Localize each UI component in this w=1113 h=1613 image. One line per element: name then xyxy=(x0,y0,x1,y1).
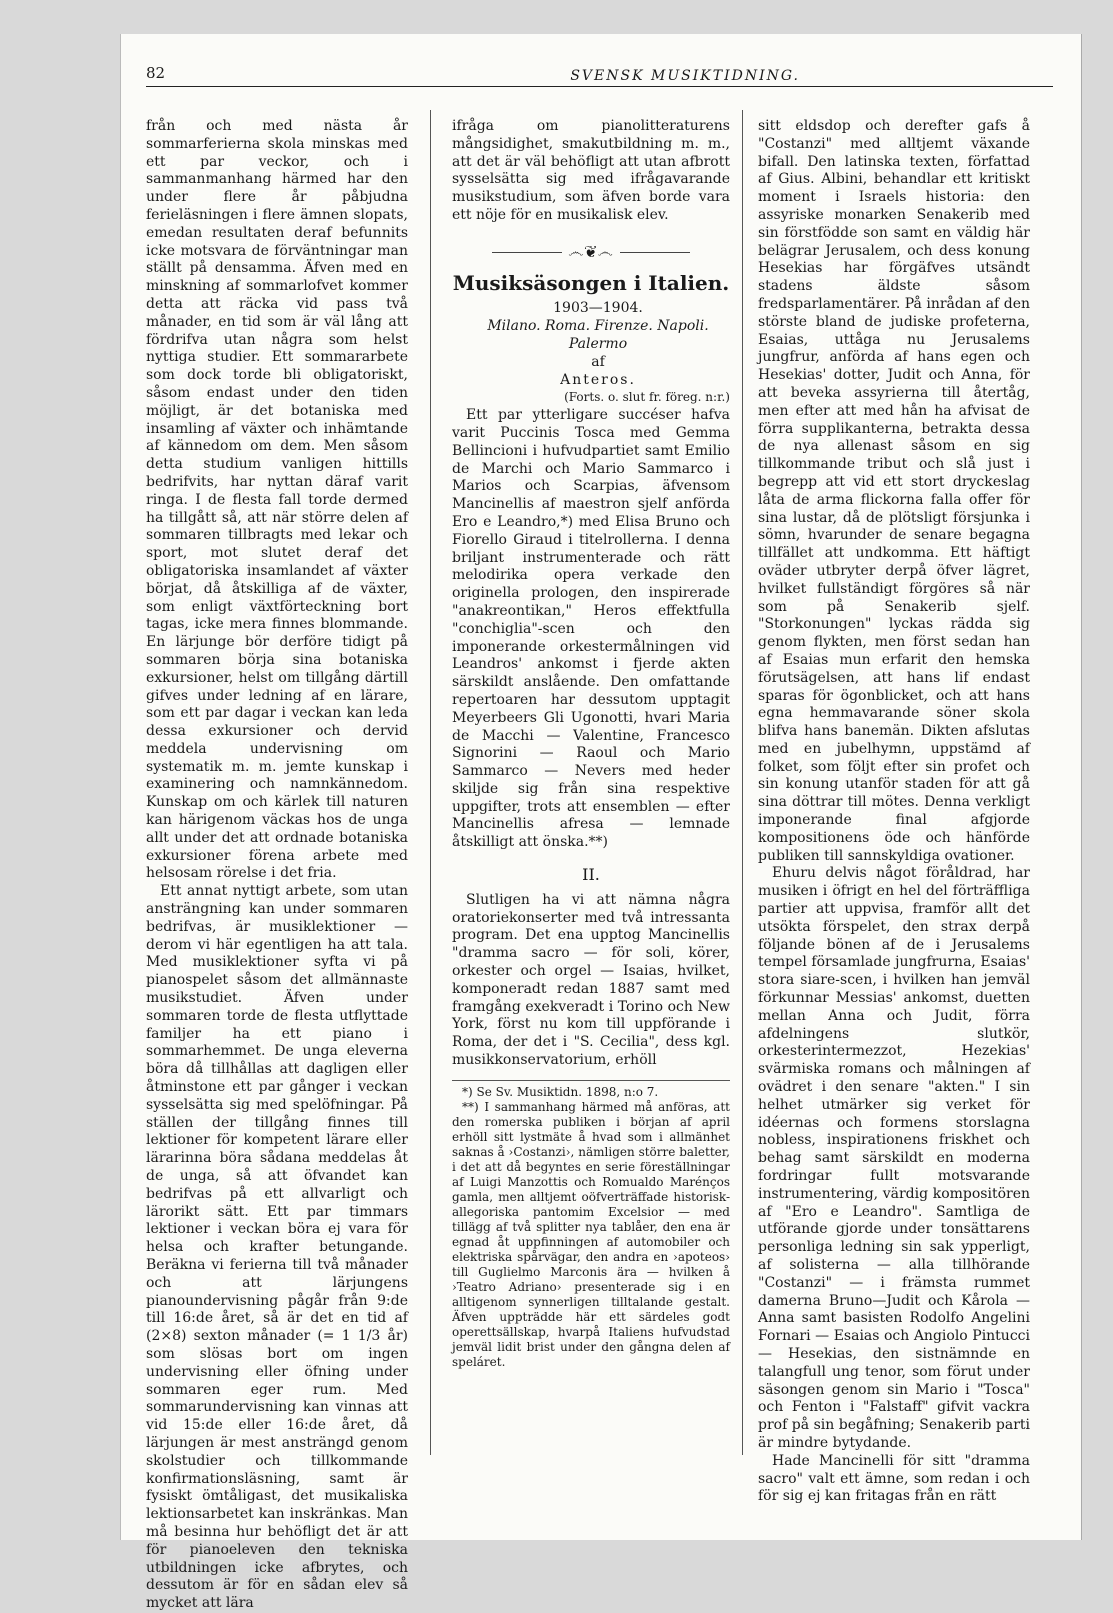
page-number: 82 xyxy=(146,64,166,82)
article-cities: Milano. Roma. Firenze. Napoli. xyxy=(487,318,709,335)
footnotes xyxy=(452,1080,730,1370)
paragraph: ifråga om pianolitteraturens mångsidighet, smakutbildning m. m., att det är väl behöfligt att utan afbrott sysselsätta sig med ifrågavarande musikstudium, som äfven borde vara ett nöje för en musikalisk elev. xyxy=(452,118,730,223)
paragraph: Hade Mancinelli för sitt "dramma sacro" valt ett ämne, som redan i och för sig ej kan fritagas från en rätt xyxy=(758,1452,1030,1505)
article-years: 1903—1904. xyxy=(553,300,643,317)
paragraph: Ett annat nyttigt arbete, som utan ansträngning kan under sommaren bedrifvas, är musiklektioner — derom vi här egentligen ha att tala. Med musiklektioner syfta vi på pianospelet såsom det allmännaste musikstudiet. Äfven under sommaren torde de flesta utflyttade familjer ha ett piano i sommarhemmet. De unga eleverna böra då tillhållas att dagligen eller åtminstone ett par gånger i veckan sysselsätta sig med spelöfningar. På ställen der tillgång finnes till lektioner för kompetent lärare eller lärarinna böra sådana meddelas åt de unga, så att öfvandet kan bedrifvas på ett allvarligt och lärorikt sätt. Ett par timmars lektioner i veckan böra ej vara för helsa och krafter betungande. Beräkna vi ferierna till två månader och att lärjungens pianoundervisning pågår från 9:de till 16:de året, så är det en tid af (2×8) sexton månader (= 1 1/3 år) som slösas bort om ingen undervisning eller öfning under sommaren eger rum. Med sommarundervisning kan vinnas att vid 15:de eller 16:de året, då lärjungen är mest ansträngd genom skolstudier och tillkommande konfirmationsläsning, samt är fysiskt ömtåligast, det musikaliska lektionsarbetet kan inskränkas. Man må besinna hur behöfligt det är att för pianoeleven den tekniska utbildningen icke afbrytes, och dessutom är för en sådan elev så mycket att lära xyxy=(146,883,408,1612)
paragraph: Slutligen ha vi att nämna några oratoriekonserter med två intressanta program. Det ena upptog Mancinellis "dramma sacro — för soli, körer, orkester och orgel — Isaias, hvilket, komponeradt redan 1887 samt med framgång exekveradt i Torino och New York, först nu kom till uppförande i Roma, der det i "S. Cecilia", dess kgl. musikkonservatorium, erhöll xyxy=(452,891,730,1069)
paragraph: Ett par ytterligare succéser hafva varit Puccinis Tosca med Gemma Bellincioni i hufvudpartiet samt Emilio de Marchi och Mario Sammarco i Marios och Scarpias, äfvensom Mancinellis af maestron sjelf anförda Ero e Leandro,*) med Elisa Bruno och Fiorello Giraud i titelrollerna. I denna briljant instrumenterade och rätt melodirika opera verkade den originella prologen, den inspirerade "anakreontikan," Heros effektfulla "conchiglia"-scen och den imponerande orkestermålningen vid Leandros' ankomst i fjerde akten särskildt anslående. Den omfattande repertoaren har dessutom upptagit Meyerbeers Gli Ugonotti, hvari Maria de Macchi — Valentine, Francesco Signorini — Raoul och Mario Sammarco — Nevers med heder skiljde sig från sina respektive uppgifter, trots att ensemblen — efter Mancinellis afresa — lemnade åtskilligt att önska.**) xyxy=(452,407,730,851)
column-divider-2 xyxy=(742,110,743,1455)
footnote: **) I sammanhang härmed må anföras, att den romerska publiken i början af april erhöll sitt lystmäte å hvad som i allmänhet saknas å ›Costanzi›, nämligen större baletter, i det att då begyntes en serie föreställningar af Luigi Manzottis och Romualdo Marénços gamla, men alltjemt oöfverträffade historisk-allegoriska pantomim Excelsior — med tillägg af två splitter nya tablåer, den ena är egnad åt uppfinningen af automobiler och elektriska spårvägar, den andra en ›apoteos› till Guglielmo Marconis ära — hvilken å ›Teatro Adriano› presenterade sig i en alltigenom synnerligen tilltalande gestalt. Äfven uppträdde här ett särdeles godt operettsällskap, hvarpå Italiens hufvudstad jemväl lidit brist under den gångna delen af speláret. xyxy=(452,1099,730,1369)
paragraph: Ehuru delvis något föråldrad, har musiken i öfrigt en hel del förträffliga partier att uppvisa, framför allt det utsökta förspelet, den strax derpå följande bönen af de i Jerusalems tempel församlade jungfrurna, Esaias' stora siare-scen, i hvilken han jemväl förkunnar Messias' ankomst, duetten mellan Anna och Judit, förra afdelningens slutkör, orkesterintermezzot, Hezekias' svärmiska romans och målningen af ovädret i den senare "akten." I sin helhet utmärker sig verket för idéernas och formens storslagna nobless, inspirationens friskhet och behag samt särskildt en moderna fordringar fullt motsvarande instrumentering, värdig kompositören af "Ero e Leandro". Samtliga de utförande gjorde under tonsättarens personliga ledning sin sak ypperligt, af solisterna — alla tillhörande "Costanzi" — i främsta rummet damerna Bruno—Judit och Kårola — Anna samt basisten Rodolfo Angelini Fornari — Esaias och Angiolo Pintucci — Hesekias, den sistnämnde en talangfull ung tenor, som förut under säsongen genom sin Mario i "Tosca" och Fenton i "Falstaff" gifvit vackra prof på sin begåfning; Senakerib parti är mindre bytydande. xyxy=(758,865,1030,1451)
article-author: Anteros. xyxy=(560,371,636,388)
paragraph: från och med nästa år sommarferierna skola minskas med ett par veckor, och i sammanmanhang härmed har den under flere år påbjudna ferieläsningen i flere ämnen slopats, emedan resultaten deraf befunnits icke motsvara de förväntningar man ställt på densamma. Äfven med en minskning af sommarlofvet kommer detta att räcka vid pass två månader, en tid som är väl lång att fördrifva utan några som helst nyttiga studier. Ett sommararbete som dock torde bli obligatoriskt, såsom endast under den tiden möjligt, är det botaniska med insamling af växter och inhämtande af kännedom om dem. Men såsom detta studium vanligen hittills bedrifvits, har nyttan däraf varit ringa. I de flesta fall torde dermed ha tillgått så, att när större delen af sommaren tillbragts med lekar och sport, mot slutet deraf det obligatoriska insamlandet af växter börjat, då åtskilliga af de växter, som enligt växtförteckning bort tagas, icke mera finnes blommande. En lärjunge bör derföre tidigt på sommaren börja sina botaniska exkursioner, helst om tillgång därtill gifves under ledning af en lärare, som ett par dagar i veckan kan leda dessa exkursioner och dervid meddela undervisning om systematik m. m. jemte kunskap i examinering och namnkännedom. Kunskap om och kärlek till naturen kan härigenom väckas hos de unga allt under det att ordnade botaniska exkursioner förena arbete med helsosam rörelse i det fria. xyxy=(146,118,408,882)
article-title: Musiksäsongen i Italien. xyxy=(452,270,730,295)
running-title: SVENSK MUSIKTIDNING. xyxy=(570,68,800,84)
byline-af: af xyxy=(591,353,605,370)
article-cities-2: Palermo xyxy=(568,335,628,352)
continued-note: (Forts. o. slut fr. föreg. n:r.) xyxy=(564,390,730,405)
footnote: *) Se Sv. Musiktidn. 1898, n:o 7. xyxy=(462,1084,659,1099)
column-2 xyxy=(452,118,730,1370)
column-1 xyxy=(146,118,408,1613)
section-ornament xyxy=(452,243,730,261)
ornament-glyph: ෴❦෴ xyxy=(568,241,614,261)
paragraph: sitt eldsdop och derefter gafs å "Costanzi" med alltjemt växande bifall. Den latinska texten, författad af Gius. Albini, behandlar ett kritiskt moment i Israels historia: den assyriske monarken Senakerib med sin förstfödde son samt en väldig här belägrar Jerusalem, och dess konung Hesekias har förgäfves utsändt stadens äldste såsom fredsparlamentärer. På inrådan af den störste bland de judiske profeterna, Esaias, uttåga nu Jerusalems jungfrur, anförda af hans egen och Hesekias' dotter, Judit och Anna, för att beveka assyrierna till återtåg, men efter att med hån ha afvisat de förra supplikanterna, betrakta dessa de nya allenast såsom en sig tillkommande tribut och slå just i begrepp att vid ett stort dryckeslag låta de arma flickorna falla offer för sina lustar, då de plötsligt försjunka i sömn, hvarunder de senare begagna tillfället att undkomma. Ett häftigt oväder utbryter derpå öfver lägret, hvilket fullständigt förgöres så när som på Senakerib sjelf. "Storkonungen" lyckas rädda sig genom flykten, men först sedan han af Esaias mun erfarit den hemska förutsägelsen, att hans lif endast sparas för ögonblicket, och att hans egna hemmavarande söner skola blifva hans banemän. Dikten afslutas med en jubelhymn, uppstämd af folket, som följt efter sin profet och sin konung utanför staden för att gå sina döttrar till mötes. Denna verkligt imponerande final afgjorde kompositionens öde och hänförde publiken till sannskyldiga ovationer. xyxy=(758,118,1030,864)
header-rule xyxy=(146,86,1053,87)
column-3 xyxy=(758,118,1030,1506)
column-divider-1 xyxy=(430,110,431,1455)
section-number: II. xyxy=(582,865,600,885)
